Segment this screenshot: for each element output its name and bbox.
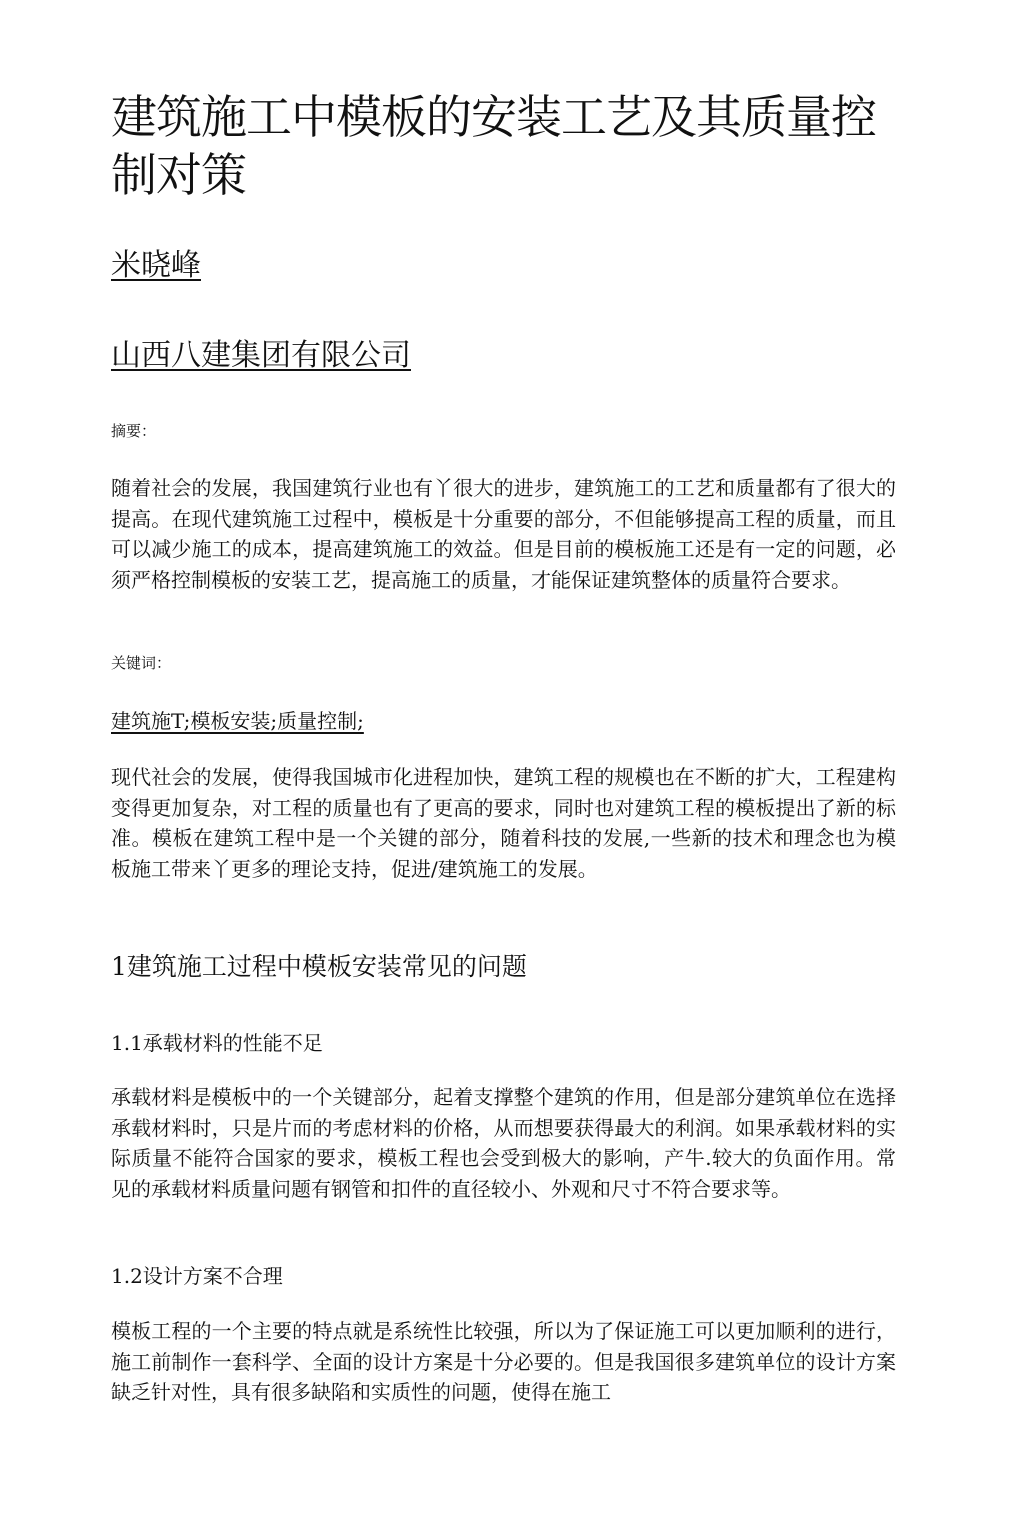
keywords-label: 关键词： (111, 654, 172, 672)
section-1-1-paragraph: 承载材料是模板中的一个关键部分，起着支撑整个建筑的作用，但是部分建筑单位在选择承载材料时，只是片而的考虑材料的价格，从而想要获得最大的利润。如果承载材料的实际质量不能符合国家的要求，模板工程也会受到极大的影响，产牛.较大的负面作用。常见的承载材料质量问题有钢管和扣件的直径较小、外观和尺寸不符合要求等。 (111, 1085, 896, 1201)
keywords-text: 建筑施T;模板安装;质量控制; (111, 709, 364, 733)
author-name: 米晓峰 (111, 248, 201, 283)
section-1-2-heading: 1.2设计方案不合理 (111, 1264, 283, 1288)
author-affiliation: 山西八建集团有限公司 (111, 338, 411, 373)
document-title: 建筑施工中模板的安装工艺及其质量控制对策 (111, 90, 876, 202)
section-1-2-paragraph: 模板工程的一个主要的特点就是系统性比较强，所以为了保证施工可以更加顺利的进行，施工前制作一套科学、全面的设计方案是十分必要的。但是我国很多建筑单位的设计方案缺乏针对性，具有很多缺陷和实质性的问题，使得在施工 (111, 1319, 896, 1404)
abstract-label: 摘要： (111, 422, 157, 440)
section-1-1-heading: 1.1承载材料的性能不足 (111, 1031, 323, 1055)
intro-paragraph: 现代社会的发展，使得我国城市化进程加快，建筑工程的规模也在不断的扩大，工程建构变得更加复杂，对工程的质量也有了更高的要求，同时也对建筑工程的模板提出了新的标准。模板在建筑工程中是一个关键的部分，随着科技的发展,一些新的技术和理念也为模板施工带来丫更多的理论支持，促进/建筑施工的发展。 (111, 765, 896, 881)
section-1-heading: 1建筑施工过程中模板安装常见的问题 (111, 952, 527, 981)
abstract-text: 随着社会的发展，我国建筑行业也有丫很大的进步，建筑施工的工艺和质量都有了很大的提高。在现代建筑施工过程中，模板是十分重要的部分，不但能够提高工程的质量，而且可以减少施工的成本，提高建筑施工的效益。但是目前的模板施工还是有一定的问题，必须严格控制模板的安装工艺，提高施工的质量，才能保证建筑整体的质量符合要求。 (111, 476, 896, 592)
